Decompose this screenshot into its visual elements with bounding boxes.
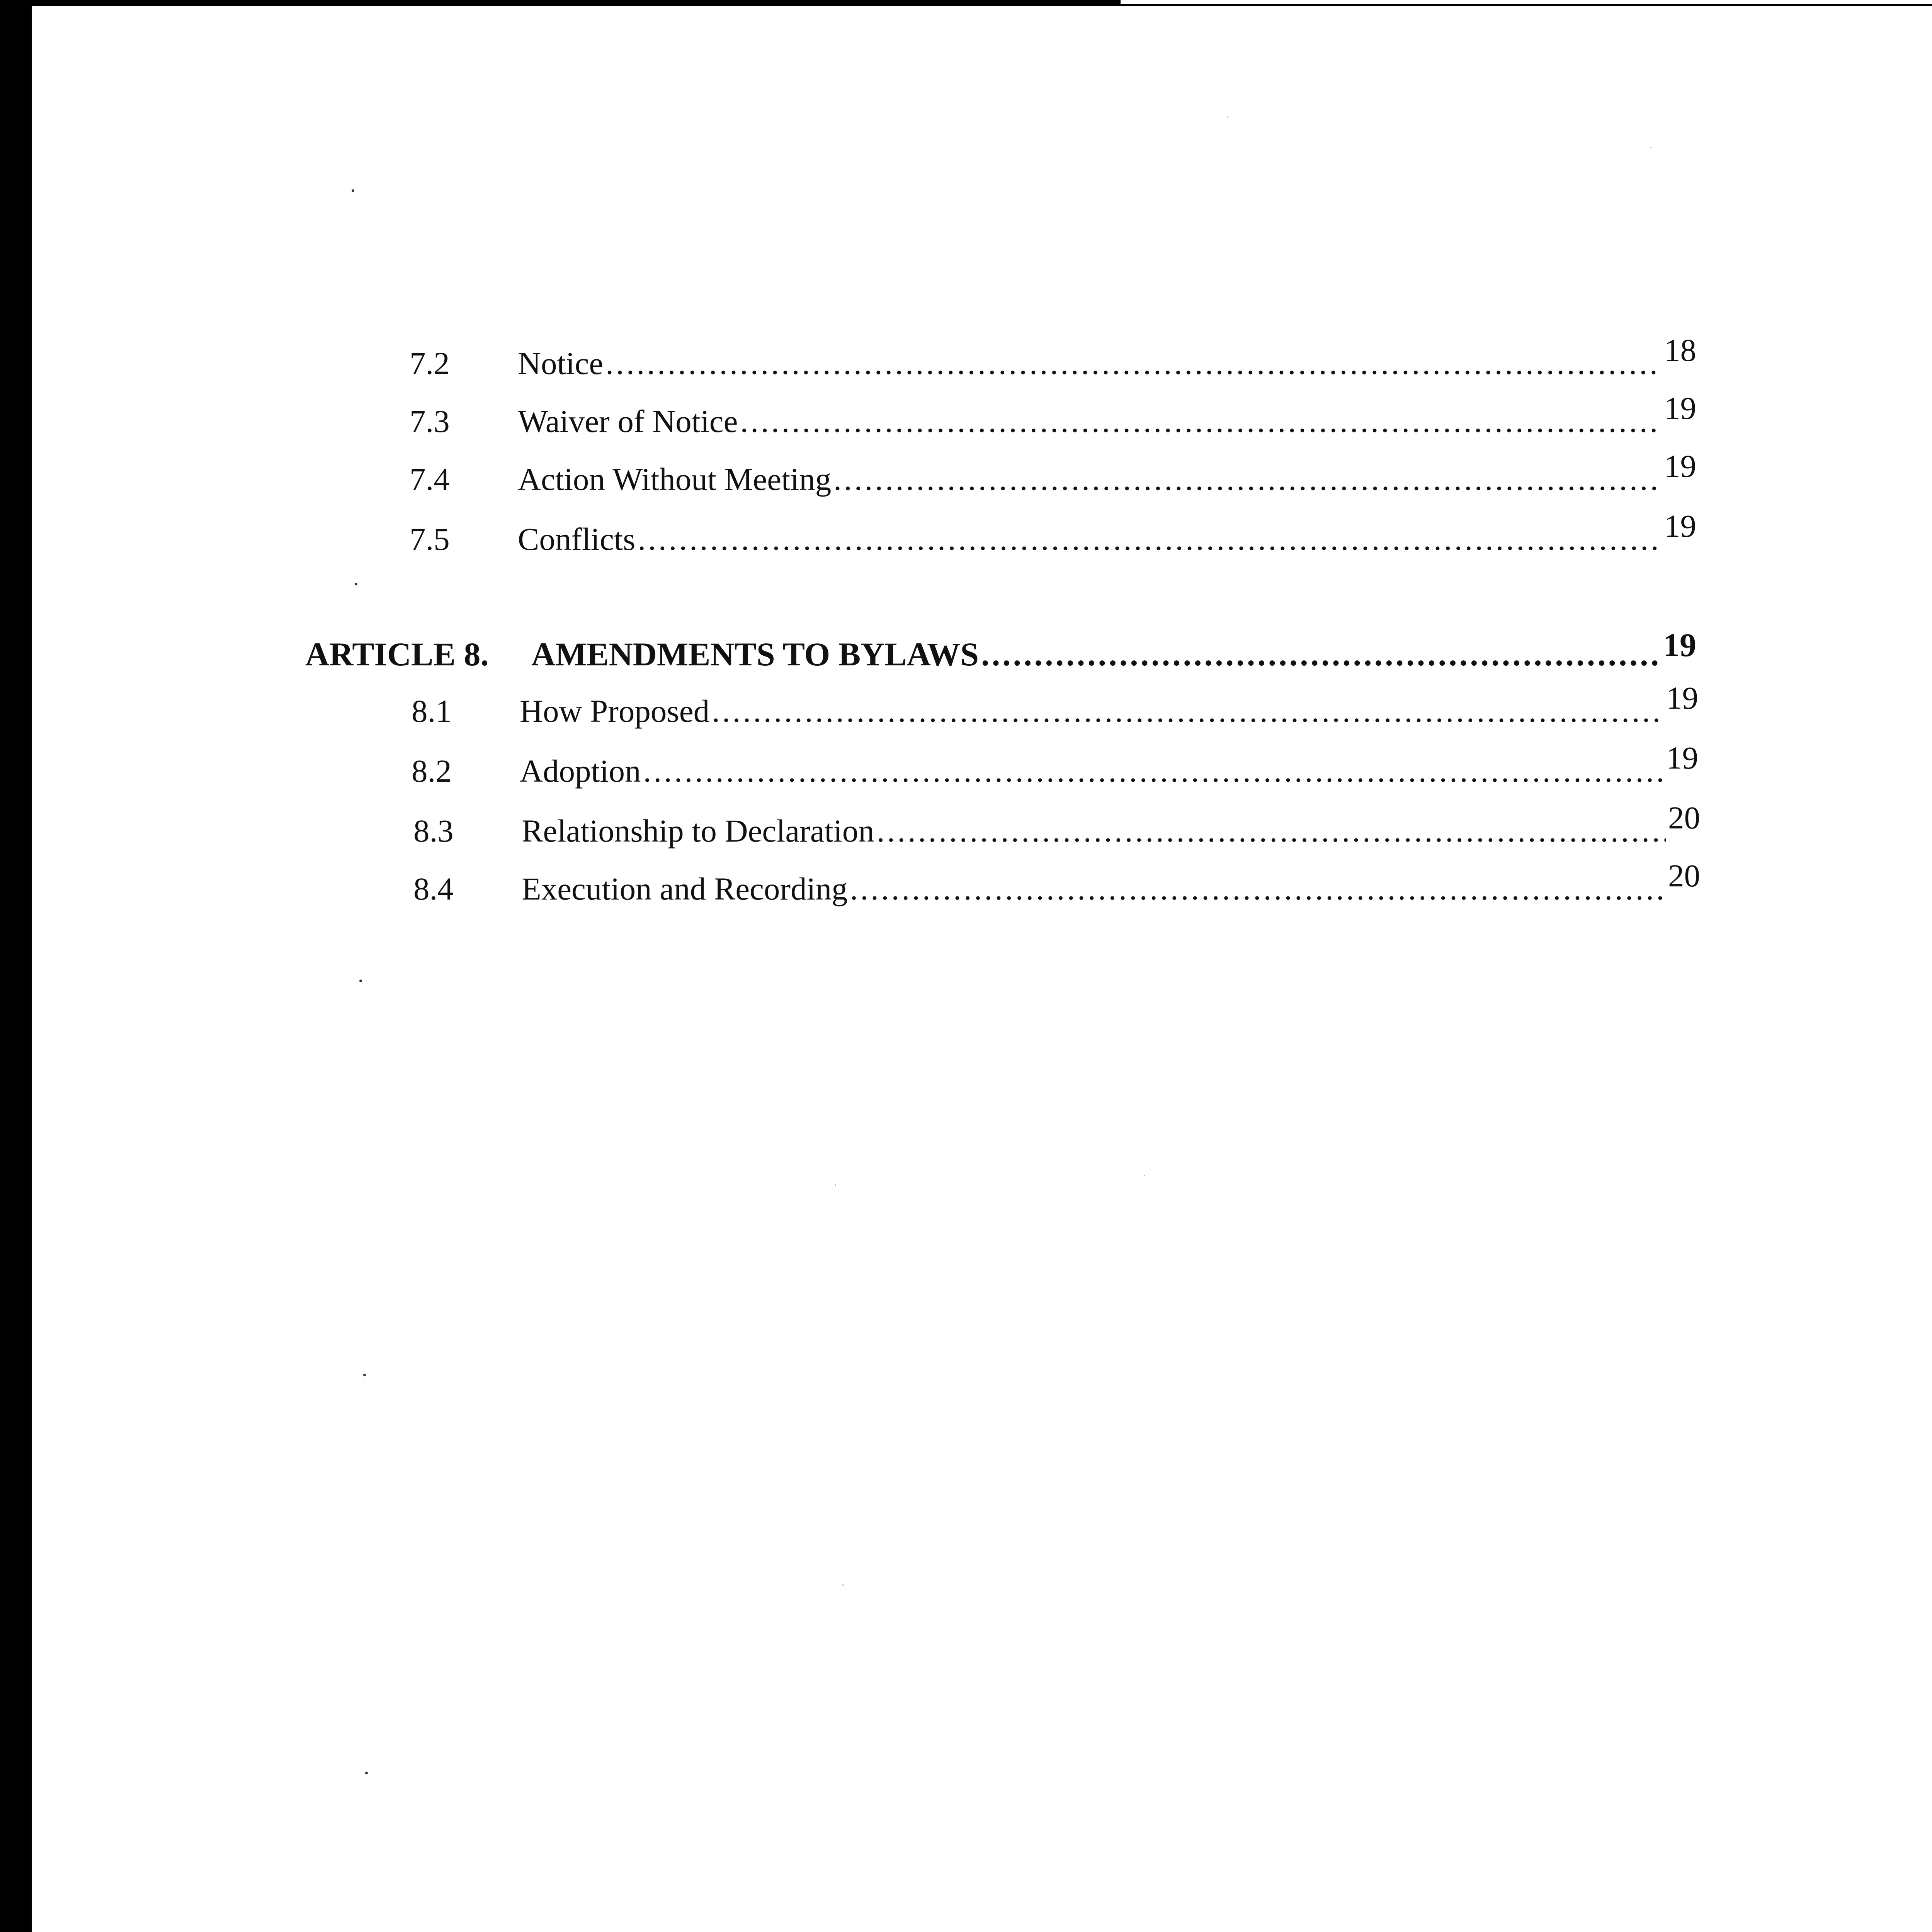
toc-entry: [412, 740, 1698, 794]
toc-entry-number: 8.4: [413, 871, 454, 906]
article-title: AMENDMENTS TO BYLAWS: [531, 636, 979, 673]
toc-entry-page: 19: [1666, 680, 1698, 716]
toc-entry: [412, 680, 1698, 734]
toc-entry-line: [520, 740, 1698, 794]
toc-entry: [413, 858, 1700, 912]
toc-entry-page: 19: [1664, 390, 1696, 426]
toc-entry-page: 19: [1664, 508, 1696, 544]
toc-entry-line: [518, 332, 1696, 386]
toc-entry-title: Relationship to Declaration: [522, 813, 874, 849]
toc-entry-number: 8.2: [412, 753, 452, 789]
dot-leader: [850, 866, 1666, 912]
scan-speck: [352, 189, 354, 192]
toc-entry-title: How Proposed: [520, 693, 710, 729]
toc-entry-page: 19: [1664, 448, 1696, 484]
scan-speck: [355, 583, 357, 585]
toc-entry-number: 7.3: [410, 403, 450, 439]
article-heading: [305, 626, 1696, 679]
article-number: ARTICLE 8.: [305, 636, 489, 673]
toc-entry-title: Conflicts: [518, 521, 636, 557]
toc-entry: [410, 390, 1696, 444]
toc-entry-page: 20: [1668, 858, 1700, 893]
toc-entry-page: 18: [1664, 332, 1696, 368]
toc-entry-title: Waiver of Notice: [518, 403, 738, 439]
toc-entry-title: Action Without Meeting: [518, 461, 832, 497]
toc-entry-line: [522, 858, 1700, 912]
dot-leader: [643, 748, 1664, 794]
toc-entry-number: 8.1: [412, 693, 452, 729]
scan-border-left: [0, 0, 32, 1932]
toc-entry-title: Notice: [518, 345, 604, 381]
scan-speck: [365, 1772, 368, 1774]
toc-entry-page: 19: [1666, 740, 1698, 776]
scan-speck: [359, 980, 362, 982]
dot-leader: [605, 340, 1662, 386]
scan-speck: [363, 1374, 366, 1376]
toc-entry: [410, 508, 1696, 562]
toc-entry-line: [518, 448, 1696, 502]
toc-entry-title: Execution and Recording: [522, 871, 848, 906]
toc-entry: [410, 448, 1696, 502]
article-heading-line: [531, 626, 1696, 679]
toc-entry-number: 7.4: [410, 461, 450, 497]
dot-leader: [638, 516, 1662, 562]
scan-border-top-gap: [1121, 0, 1932, 4]
toc-entry: [410, 332, 1696, 386]
scan-speck: [842, 1584, 844, 1586]
dot-leader: [712, 688, 1664, 734]
toc-entry-line: [518, 508, 1696, 562]
dot-leader: [833, 456, 1662, 502]
toc-entry-page: 20: [1668, 800, 1700, 835]
toc-entry-number: 8.3: [413, 813, 454, 849]
scan-speck: [835, 1184, 836, 1186]
toc-entry: [413, 800, 1700, 854]
dot-leader: [877, 808, 1666, 854]
scan-speck: [1144, 1175, 1145, 1176]
article-page: 19: [1663, 626, 1696, 663]
toc-entry-number: 7.5: [410, 521, 450, 557]
scan-speck: [1227, 116, 1228, 117]
scan-speck: [1650, 147, 1651, 148]
dot-leader: [740, 398, 1662, 444]
toc-entry-line: [520, 680, 1698, 734]
toc-entry-line: [522, 800, 1700, 854]
toc-entry-line: [518, 390, 1696, 444]
toc-entry-number: 7.2: [410, 345, 450, 381]
toc-entry-title: Adoption: [520, 753, 641, 789]
dot-leader: [981, 629, 1661, 679]
